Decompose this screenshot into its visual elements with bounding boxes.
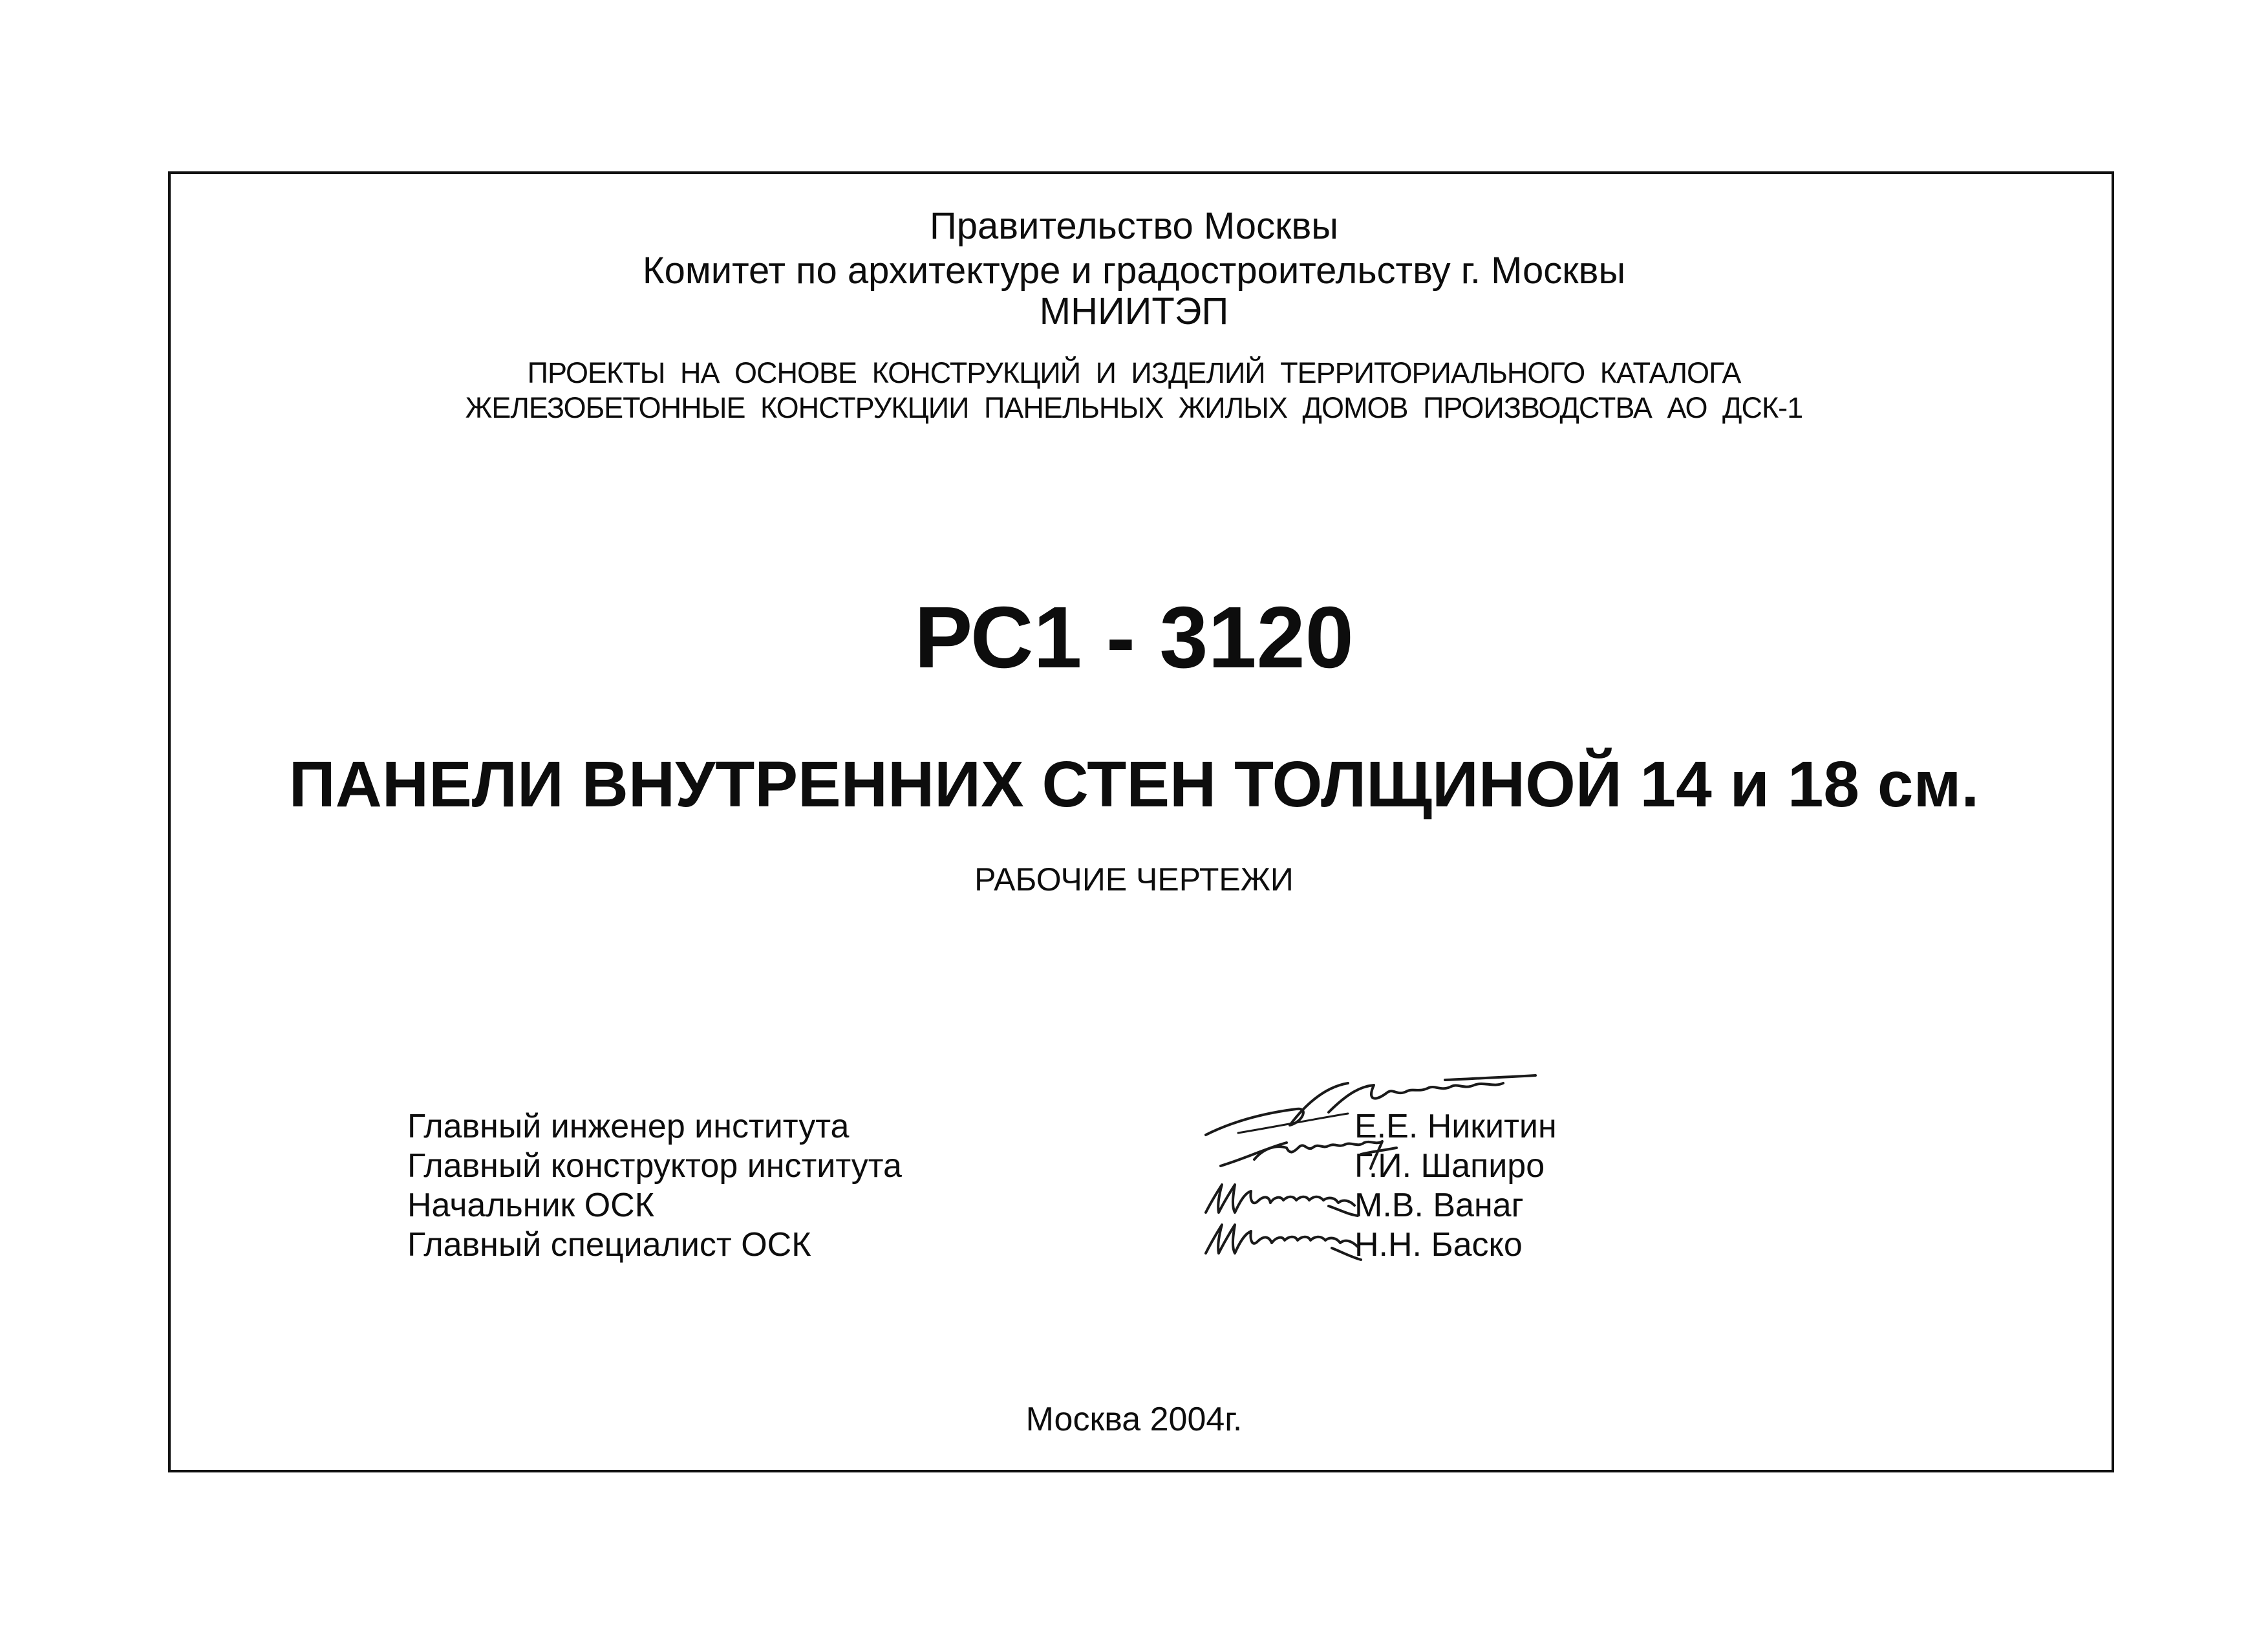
signatory-role: Главный инженер института	[407, 1108, 850, 1145]
catalog-title-line-2: ЖЕЛЕЗОБЕТОННЫЕ КОНСТРУКЦИИ ПАНЕЛЬНЫХ ЖИЛЫХ ДОМОВ ПРОИЗВОДСТВА АО ДСК-1	[465, 391, 1803, 424]
institute-name: МНИИТЭП	[1039, 290, 1229, 332]
signatory-row	[0, 1189, 2268, 1229]
signatory-role: Главный специалист ОСК	[407, 1226, 811, 1264]
document-title: ПАНЕЛИ ВНУТРЕННИХ СТЕН ТОЛЩИНОЙ 14 и 18 см.	[288, 748, 1980, 821]
signatory-row	[0, 1228, 2268, 1268]
signatory-name: М.В. Ванаг	[1354, 1187, 1524, 1224]
signature-shapiro	[1215, 1128, 1409, 1177]
signatory-name: Е.Е. Никитин	[1354, 1108, 1557, 1145]
signatory-row	[0, 1149, 2268, 1189]
committee-name: Комитет по архитектуре и градостроительству г. Москвы	[642, 250, 1626, 292]
document-subtitle: РАБОЧИЕ ЧЕРТЕЖИ	[974, 861, 1294, 898]
signatory-role: Начальник ОСК	[407, 1187, 655, 1224]
government-name: Правительство Москвы	[930, 205, 1338, 247]
signatory-role: Главный конструктор института	[407, 1147, 902, 1185]
catalog-title-line-1: ПРОЕКТЫ НА ОСНОВЕ КОНСТРУКЦИЙ И ИЗДЕЛИЙ ТЕРРИТОРИАЛЬНОГО КАТАЛОГА	[527, 356, 1741, 389]
signatory-row	[0, 1110, 2268, 1150]
place-and-year: Москва 2004г.	[1025, 1401, 1243, 1438]
signature-basko	[1199, 1216, 1393, 1264]
signatory-name: Г.И. Шапиро	[1354, 1147, 1545, 1185]
document-code: РС1 - 3120	[914, 588, 1354, 686]
signatory-name: Н.Н. Баско	[1354, 1226, 1523, 1264]
